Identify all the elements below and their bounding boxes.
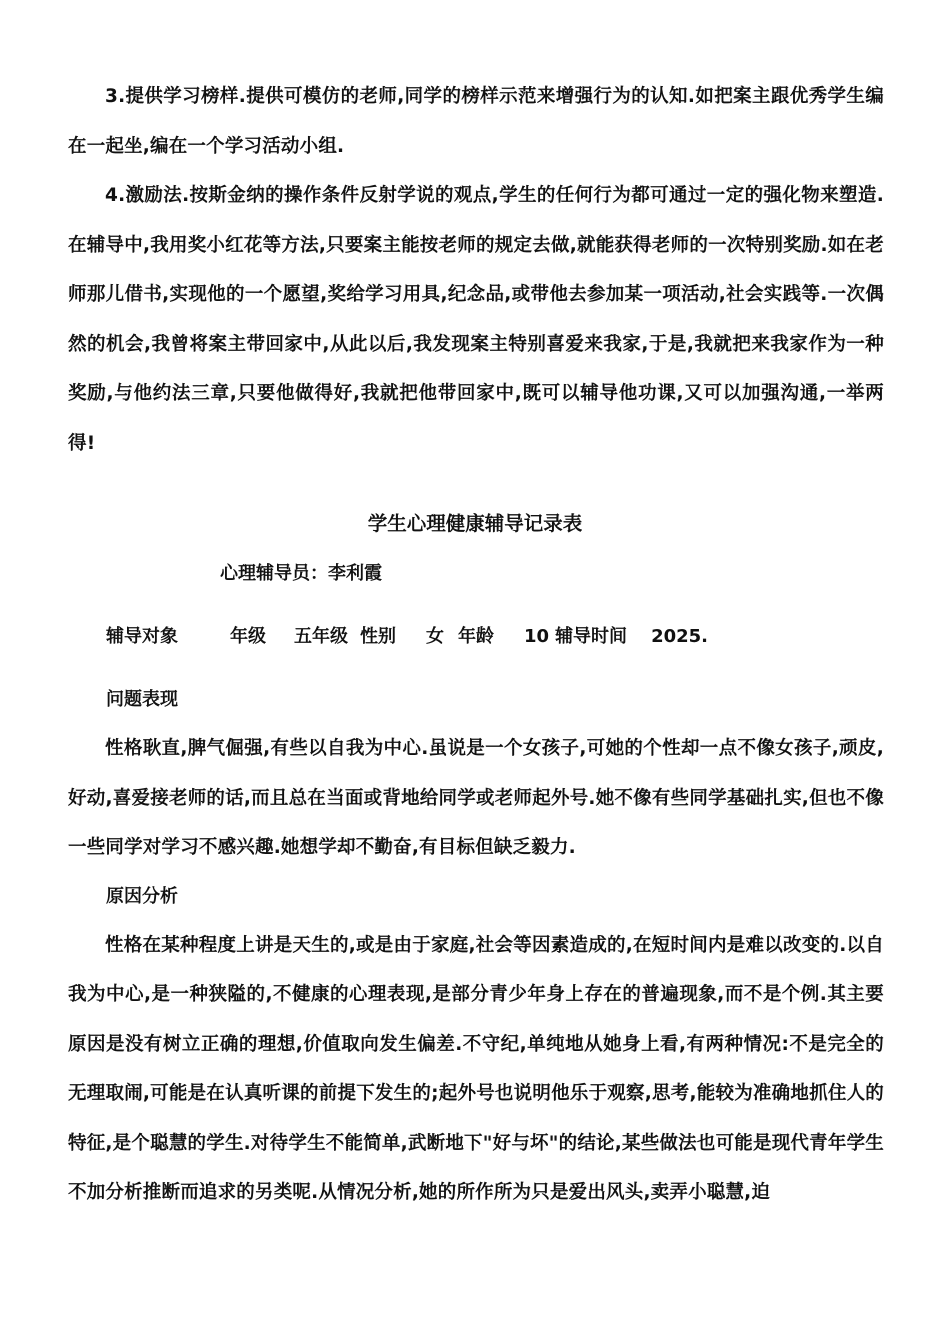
counselor-line: 心理辅导员：李利霞 (220, 563, 382, 584)
problem-text: 性格耿直,脾气倔强,有些以自我为中心.虽说是一个女孩子,可她的个性却一点不像女孩子,顽皮,好动,喜爱接老师的话,而且总在当面或背地给同学或老师起外号.她不像有些同学基础扎实,但也不像一些同学对学习不感兴趣.她想学却不勤奋,有目标但缺乏毅力. (68, 738, 884, 858)
intro-paragraph-4: 4.激励法.按斯金纳的操作条件反射学说的观点,学生的任何行为都可通过一定的强化物来塑造.在辅导中,我用奖小红花等方法,只要案主能按老师的规定去做,就能获得老师的一次特别奖励.如在老师那儿借书,实现他的一个愿望,奖给学习用具,纪念品,或带他去参加某一项活动,社会实践等.一次偶然的机会,我曾将案主带回家中,从此以后,我发现案主特别喜爱来我家,于是,我就把来我家作为一种奖励,与他约法三章,只要他做得好,我就把他带回家中,既可以辅导他功课,又可以加强沟通,一举两得! (68, 185, 884, 454)
cause-heading: 原因分析 (106, 885, 178, 907)
intro-paragraph-3: 3.提供学习榜样.提供可模仿的老师,同学的榜样示范来增强行为的认知.如把案主跟优秀学生编在一起坐,编在一个学习活动小组. (68, 86, 884, 157)
cause-text: 性格在某种程度上讲是天生的,或是由于家庭,社会等因素造成的,在短时间内是难以改变的.以自我为中心,是一种狭隘的,不健康的心理表现,是部分青少年身上存在的普遍现象,而不是个例.其主要原因是没有树立正确的理想,价值取向发生偏差.不守纪,单纯地从她身上看,有两种情况:不是完全的无理取闹,可能是在认真听课的前提下发生的;起外号也说明他乐于观察,思考,能较为准确地抓住人的特征,是个聪慧的学生.对待学生不能简单,武断地下"好与坏"的结论,某些做法也可能是现代青年学生不加分析推断而追求的另类呢.从情况分析,她的所作所为只是爱出风头,卖弄小聪慧,迫 (68, 934, 884, 1203)
time-label: 辅导时间 (555, 626, 628, 647)
record-info-row (106, 613, 708, 661)
record-body (68, 676, 884, 1218)
age-label: 年龄 (458, 626, 494, 647)
gender-value: 女 (426, 626, 444, 647)
gender-label: 性别 (360, 626, 396, 647)
problem-heading: 问题表现 (106, 689, 178, 710)
intro-section (68, 72, 884, 468)
grade-label: 年级 (230, 626, 266, 647)
record-title: 学生心理健康辅导记录表 (367, 512, 583, 535)
target-label: 辅导对象 (106, 626, 178, 647)
time-value: 2025. (651, 626, 708, 647)
age-value: 10 (524, 626, 550, 647)
grade-value: 五年级 (294, 626, 348, 647)
